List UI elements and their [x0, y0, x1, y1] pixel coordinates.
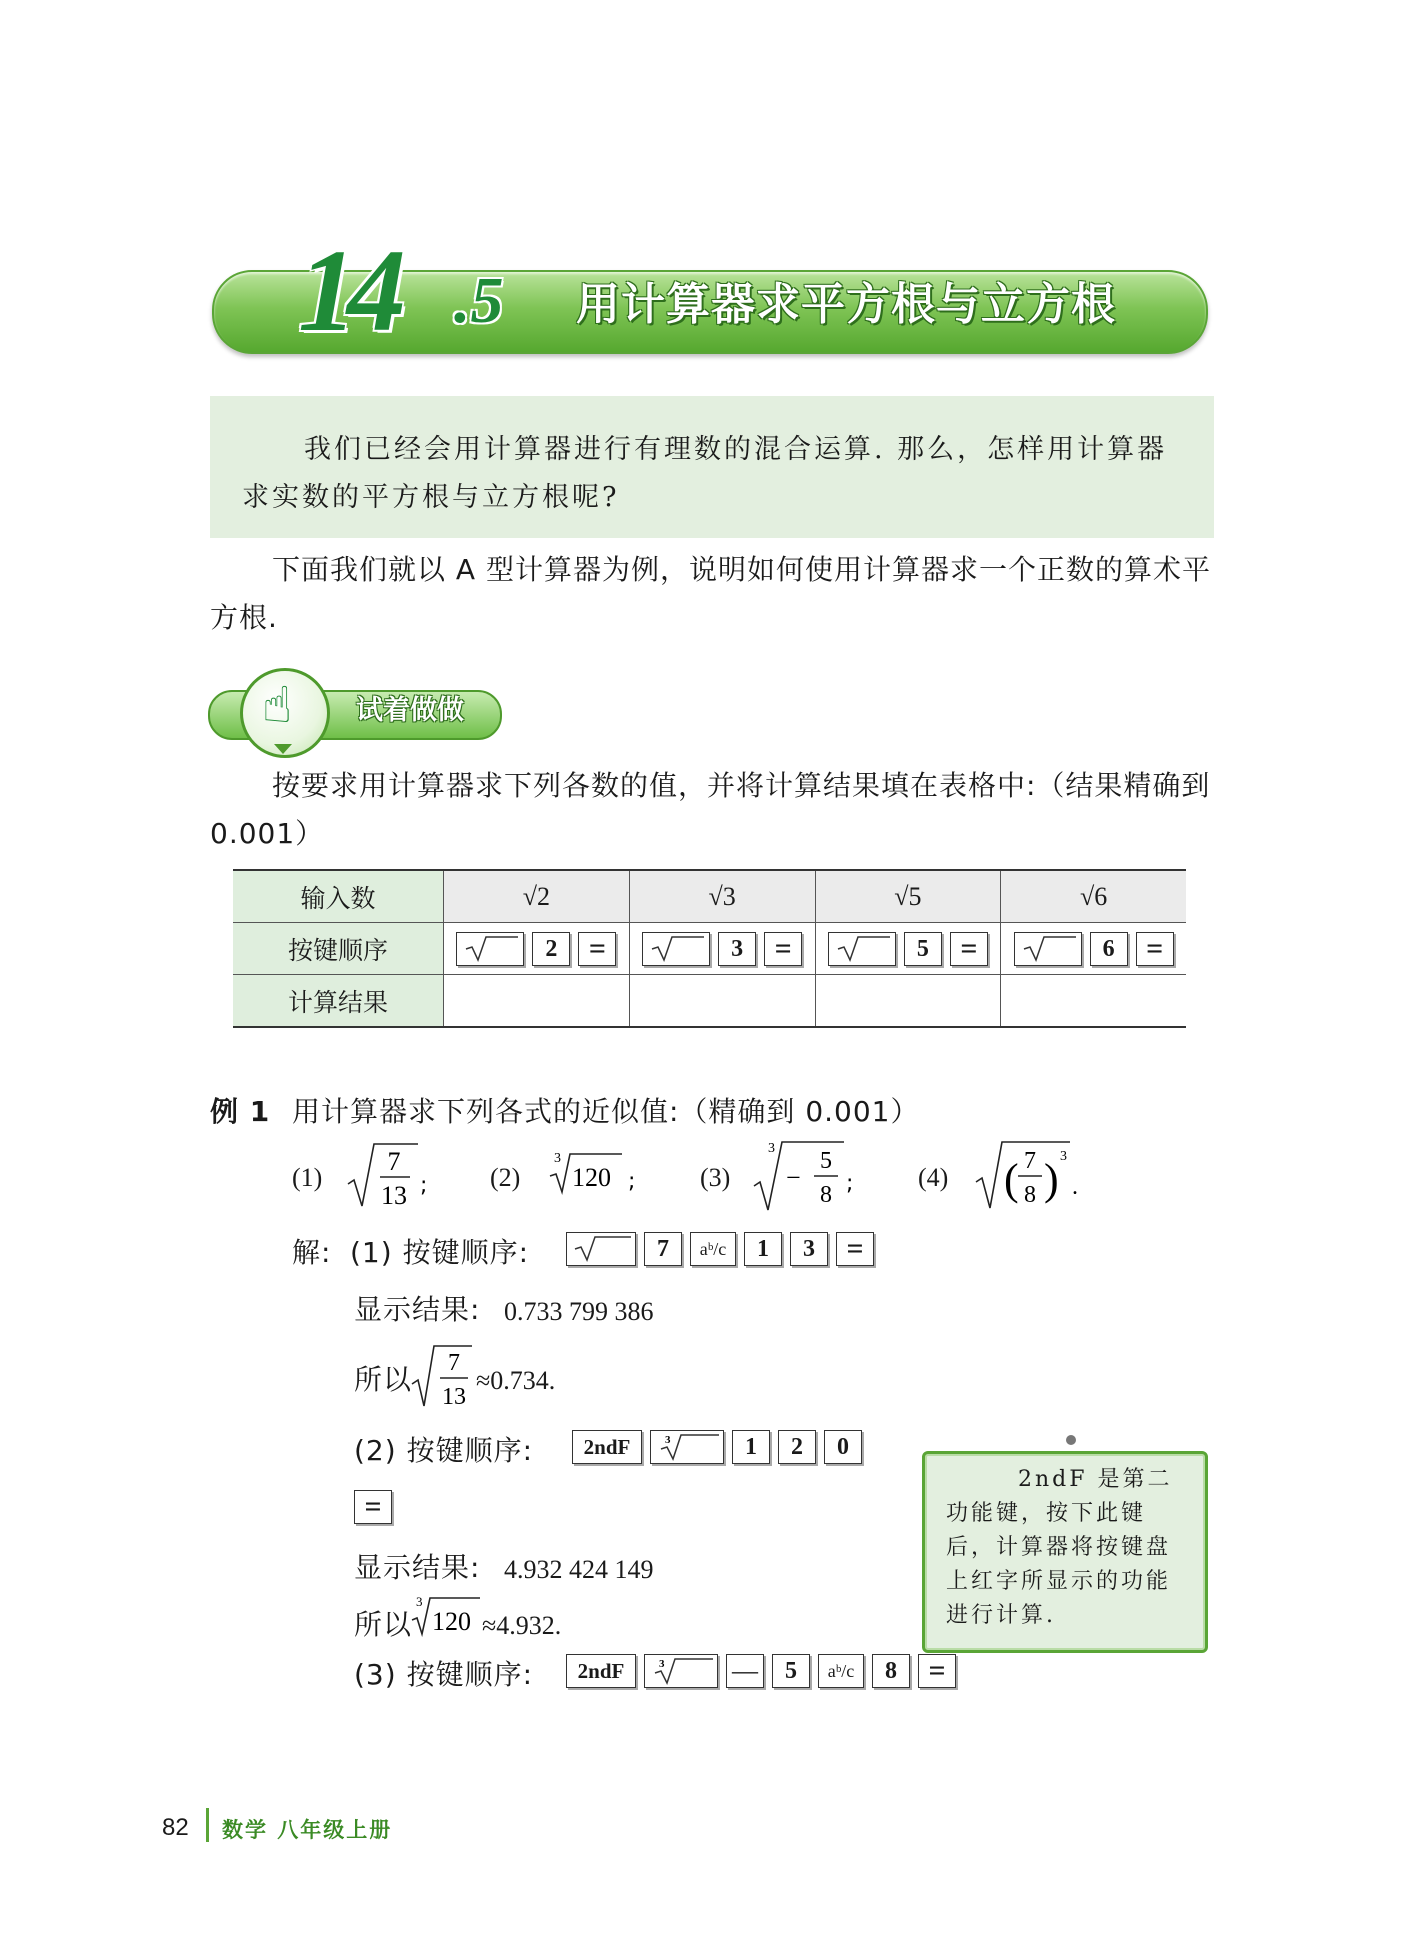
digit-key: 2 [778, 1430, 816, 1464]
table-row [233, 975, 1186, 1028]
equals-key: = [764, 932, 802, 966]
svg-text:;: ; [420, 1173, 428, 1198]
try-it-label: 试着做做 [356, 695, 464, 726]
digit-key: 8 [872, 1654, 910, 1688]
example-text: 用计算器求下列各式的近似值:（精确到 0.001） [292, 1095, 920, 1128]
part2-key-sequence [568, 1430, 866, 1464]
svg-text:3: 3 [416, 1594, 423, 1609]
expression-sqrt-7-8-cubed [974, 1136, 1094, 1216]
pointing-hand-icon: ☝ [262, 676, 293, 734]
table-row [233, 923, 1186, 975]
footer-divider [206, 1808, 209, 1842]
svg-text:−: − [786, 1163, 801, 1192]
svg-text:7: 7 [1024, 1148, 1036, 1174]
table-row [233, 870, 1186, 923]
part2-conclusion-value: ≈4.932. [482, 1611, 562, 1640]
digit-key: 2 [532, 932, 570, 966]
svg-text:): ) [1044, 1155, 1059, 1204]
try-it-instruction: 按要求用计算器求下列各数的值，并将计算结果填在表格中:（结果精确到 0.001） [210, 769, 1211, 850]
svg-text:;: ; [846, 1171, 854, 1196]
sqrt-key-icon [642, 932, 710, 966]
part1-display-label: 显示结果: [354, 1293, 481, 1326]
fraction-key: aᵇ/c [690, 1232, 736, 1266]
equals-key: = [354, 1490, 392, 1524]
digit-key: 6 [1090, 932, 1128, 966]
equals-key: = [1136, 932, 1174, 966]
row-header-result: 计算结果 [233, 975, 444, 1028]
section-subnumber: .5 [454, 264, 504, 337]
sqrt-key-icon [456, 932, 524, 966]
svg-text:13: 13 [381, 1181, 407, 1210]
part2-label: (2) 按键顺序: [354, 1434, 533, 1467]
svg-text:120: 120 [432, 1607, 471, 1636]
section-number: 14 [298, 225, 396, 356]
row-header-keys: 按键顺序 [233, 923, 444, 975]
input-cell: √3 [629, 870, 815, 923]
result-cell[interactable] [629, 975, 815, 1028]
sqrt-key-icon [1014, 932, 1082, 966]
expression-cbrt-120 [548, 1148, 648, 1198]
input-cell: √2 [444, 870, 630, 923]
equals-key: = [836, 1232, 874, 1266]
svg-text:13: 13 [442, 1384, 466, 1410]
svg-text:3: 3 [554, 1151, 561, 1166]
input-cell: √5 [815, 870, 1001, 923]
item-label: (1) [292, 1163, 323, 1192]
part1-conclusion-value: ≈0.734. [476, 1366, 556, 1395]
digit-key: 0 [824, 1430, 862, 1464]
svg-text:;: ; [628, 1169, 636, 1194]
svg-text:3: 3 [1060, 1149, 1067, 1164]
svg-text:8: 8 [1024, 1182, 1036, 1208]
side-note-text: 2ndF 是第二功能键，按下此键后，计算器将按键盘上红字所显示的功能进行计算. [946, 1467, 1173, 1628]
digit-key: 7 [644, 1232, 682, 1266]
down-arrow-icon [274, 744, 292, 754]
part1-key-sequence [562, 1232, 878, 1266]
second-function-key: 2ndF [566, 1654, 636, 1688]
cube-root-key-icon [650, 1430, 724, 1464]
svg-text:3: 3 [659, 1658, 665, 1670]
book-title: 数学 八年级上册 [222, 1818, 393, 1842]
part1-label: (1) 按键顺序: [350, 1236, 529, 1269]
result-cell[interactable] [815, 975, 1001, 1028]
key-sequence-cell [815, 923, 1001, 975]
svg-text:7: 7 [448, 1350, 460, 1376]
key-sequence-cell [444, 923, 630, 975]
svg-text:120: 120 [572, 1163, 611, 1192]
sqrt-key-icon [828, 932, 896, 966]
part1-conclusion-prefix: 所以 [354, 1363, 413, 1396]
equals-key: = [578, 932, 616, 966]
equals-key: = [950, 932, 988, 966]
second-function-key: 2ndF [572, 1430, 642, 1464]
equals-key: = [918, 1654, 956, 1688]
part2-conclusion-prefix: 所以 [354, 1608, 413, 1641]
paragraph-calculator: 下面我们就以 A 型计算器为例，说明如何使用计算器求一个正数的算术平方根. [210, 553, 1211, 634]
row-header-input: 输入数 [233, 870, 444, 923]
part2-display-value: 4.932 424 149 [504, 1555, 654, 1584]
svg-text:3: 3 [665, 1434, 671, 1446]
key-sequence-cell [629, 923, 815, 975]
digit-key: 5 [772, 1654, 810, 1688]
expression-cbrt-neg-5-8 [752, 1136, 862, 1216]
intro-text: 我们已经会用计算器进行有理数的混合运算. 那么，怎样用计算器求实数的平方根与立方根呢? [242, 434, 1168, 513]
expression-sqrt-7-13 [346, 1140, 436, 1212]
result-cbrt-120 [410, 1594, 482, 1638]
result-cell[interactable] [1001, 975, 1186, 1028]
part3-label: (3) 按键顺序: [354, 1658, 533, 1691]
part2-display-label: 显示结果: [354, 1551, 481, 1584]
sqrt-key-icon [566, 1232, 636, 1266]
fraction-key: aᵇ/c [818, 1654, 864, 1688]
svg-text:7: 7 [387, 1147, 401, 1176]
svg-text:.: . [1072, 1174, 1078, 1200]
pin-icon [1066, 1435, 1076, 1445]
item-label: (2) [490, 1163, 521, 1192]
svg-text:(: ( [1004, 1155, 1019, 1204]
svg-text:3: 3 [768, 1141, 775, 1156]
digit-key: 5 [904, 932, 942, 966]
digit-key: 1 [732, 1430, 770, 1464]
solution-label: 解: [292, 1236, 332, 1269]
page-number: 82 [162, 1814, 189, 1841]
digit-key: 3 [718, 932, 756, 966]
result-cell[interactable] [444, 975, 630, 1028]
key-sequence-cell [1001, 923, 1186, 975]
part3-key-sequence [562, 1654, 960, 1688]
result-sqrt-7-13 [410, 1342, 476, 1412]
input-cell: √6 [1001, 870, 1186, 923]
digit-key: 1 [744, 1232, 782, 1266]
results-table [233, 869, 1186, 1028]
item-label: (4) [918, 1163, 949, 1192]
negative-key: — [726, 1654, 764, 1688]
cube-root-key-icon [644, 1654, 718, 1688]
item-label: (3) [700, 1163, 731, 1192]
svg-text:8: 8 [820, 1182, 832, 1208]
digit-key: 3 [790, 1232, 828, 1266]
example-label: 例 1 [210, 1095, 271, 1128]
section-title: 用计算器求平方根与立方根 [576, 279, 1116, 330]
part2-key-sequence-cont [350, 1490, 396, 1524]
svg-text:5: 5 [820, 1148, 832, 1174]
part1-display-value: 0.733 799 386 [504, 1297, 654, 1326]
